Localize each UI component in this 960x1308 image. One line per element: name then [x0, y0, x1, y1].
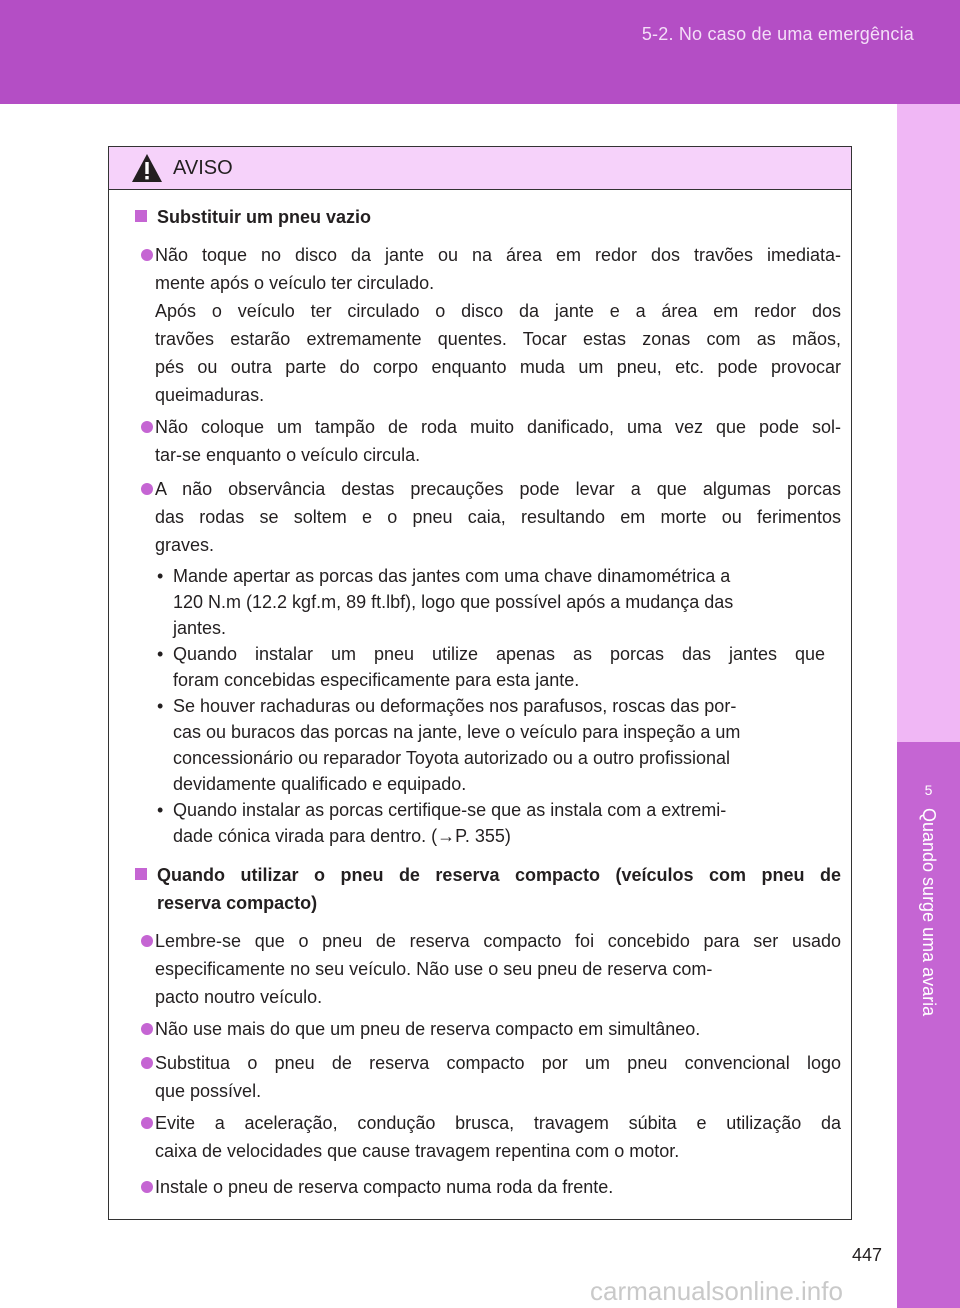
bullet-dot-icon	[141, 1023, 153, 1035]
bullet-dot-icon	[141, 483, 153, 495]
bullet-dot-icon	[141, 249, 153, 261]
section-header: 5-2. No caso de uma emergência	[641, 24, 914, 44]
bullet-dot-icon	[141, 1057, 153, 1069]
bullet-dot-icon	[141, 1117, 153, 1129]
sub-item: • Mande apertar as porcas das jantes com uma chave dinamométrica a 120 N.m (12.2 kgf.m, 89 ft.lbf), logo que possível após a mudança das jantes.	[157, 566, 734, 638]
warning-title: AVISO	[173, 157, 233, 179]
bullet-item: Não toque no disco da jante ou na área em redor dos travões imediata- mente após o veículo ter circulado. Após o veículo ter circulado o disco da jante e a área em redor dos travões estarão extremamente quentes. Tocar estas zonas com as mãos, pés ou outra parte do corpo enquanto muda um pneu, etc. pode provocar queimaduras.	[155, 241, 841, 409]
sub-item: • Se houver rachaduras ou deformações nos parafusos, roscas das por- cas ou buracos das porcas na jante, leve o veículo para inspeção a um concessionário ou reparador Toyota autorizado ou a outro profissional devidamente qualificado e equipado.	[157, 696, 741, 794]
bullet-item: Evite a aceleração, condução brusca, travagem súbita e utilização da caixa de velocidades que cause travagem repentina com o motor.	[155, 1109, 841, 1165]
section-title-flat-tire: Substituir um pneu vazio	[135, 203, 841, 231]
bullet-item: Substitua o pneu de reserva compacto por um pneu convencional logo que possível.	[155, 1049, 841, 1105]
chapter-title: Quando surge uma avaria	[919, 808, 939, 1017]
header-band	[0, 0, 960, 104]
warning-triangle-icon	[131, 153, 163, 183]
chapter-number: 5	[924, 782, 933, 798]
section-square-icon	[135, 868, 147, 880]
sub-item: • Quando instalar um pneu utilize apenas as porcas das jantes que foram concebidas especificamente para esta jante.	[157, 644, 825, 690]
bullet-item: Instale o pneu de reserva compacto numa roda da frente.	[155, 1173, 841, 1201]
warning-box	[108, 146, 852, 1220]
warning-header	[109, 147, 851, 190]
chapter-title-container	[898, 808, 959, 1098]
bullet-dot-icon	[141, 421, 153, 433]
sub-item: • Quando instalar as porcas certifique-se que as instala com a extremi- dade cónica virada para dentro. (→P. 355)	[157, 800, 727, 846]
bullet-dot-icon	[141, 935, 153, 947]
watermark: carmanualsonline.info	[590, 1276, 843, 1306]
section-title-compact-spare: Quando utilizar o pneu de reserva compacto (veículos com pneu de reserva compacto)	[135, 861, 841, 917]
bullet-item: A não observância destas precauções pode levar a que algumas porcas das rodas se soltem e o pneu caia, resultando em morte ou ferimentos graves.	[155, 475, 841, 559]
bullet-item: Não use mais do que um pneu de reserva compacto em simultâneo.	[155, 1015, 841, 1043]
bullet-dot-icon	[141, 1181, 153, 1193]
page-number: 447	[852, 1245, 883, 1265]
bullet-item: Não coloque um tampão de roda muito danificado, uma vez que pode sol- tar-se enquanto o veículo circula.	[155, 413, 841, 469]
bullet-item: Lembre-se que o pneu de reserva compacto foi concebido para ser usado especificamente no seu veículo. Não use o seu pneu de reserva com- pacto noutro veículo.	[155, 927, 841, 1011]
warning-content	[109, 189, 851, 1219]
section-square-icon	[135, 210, 147, 222]
